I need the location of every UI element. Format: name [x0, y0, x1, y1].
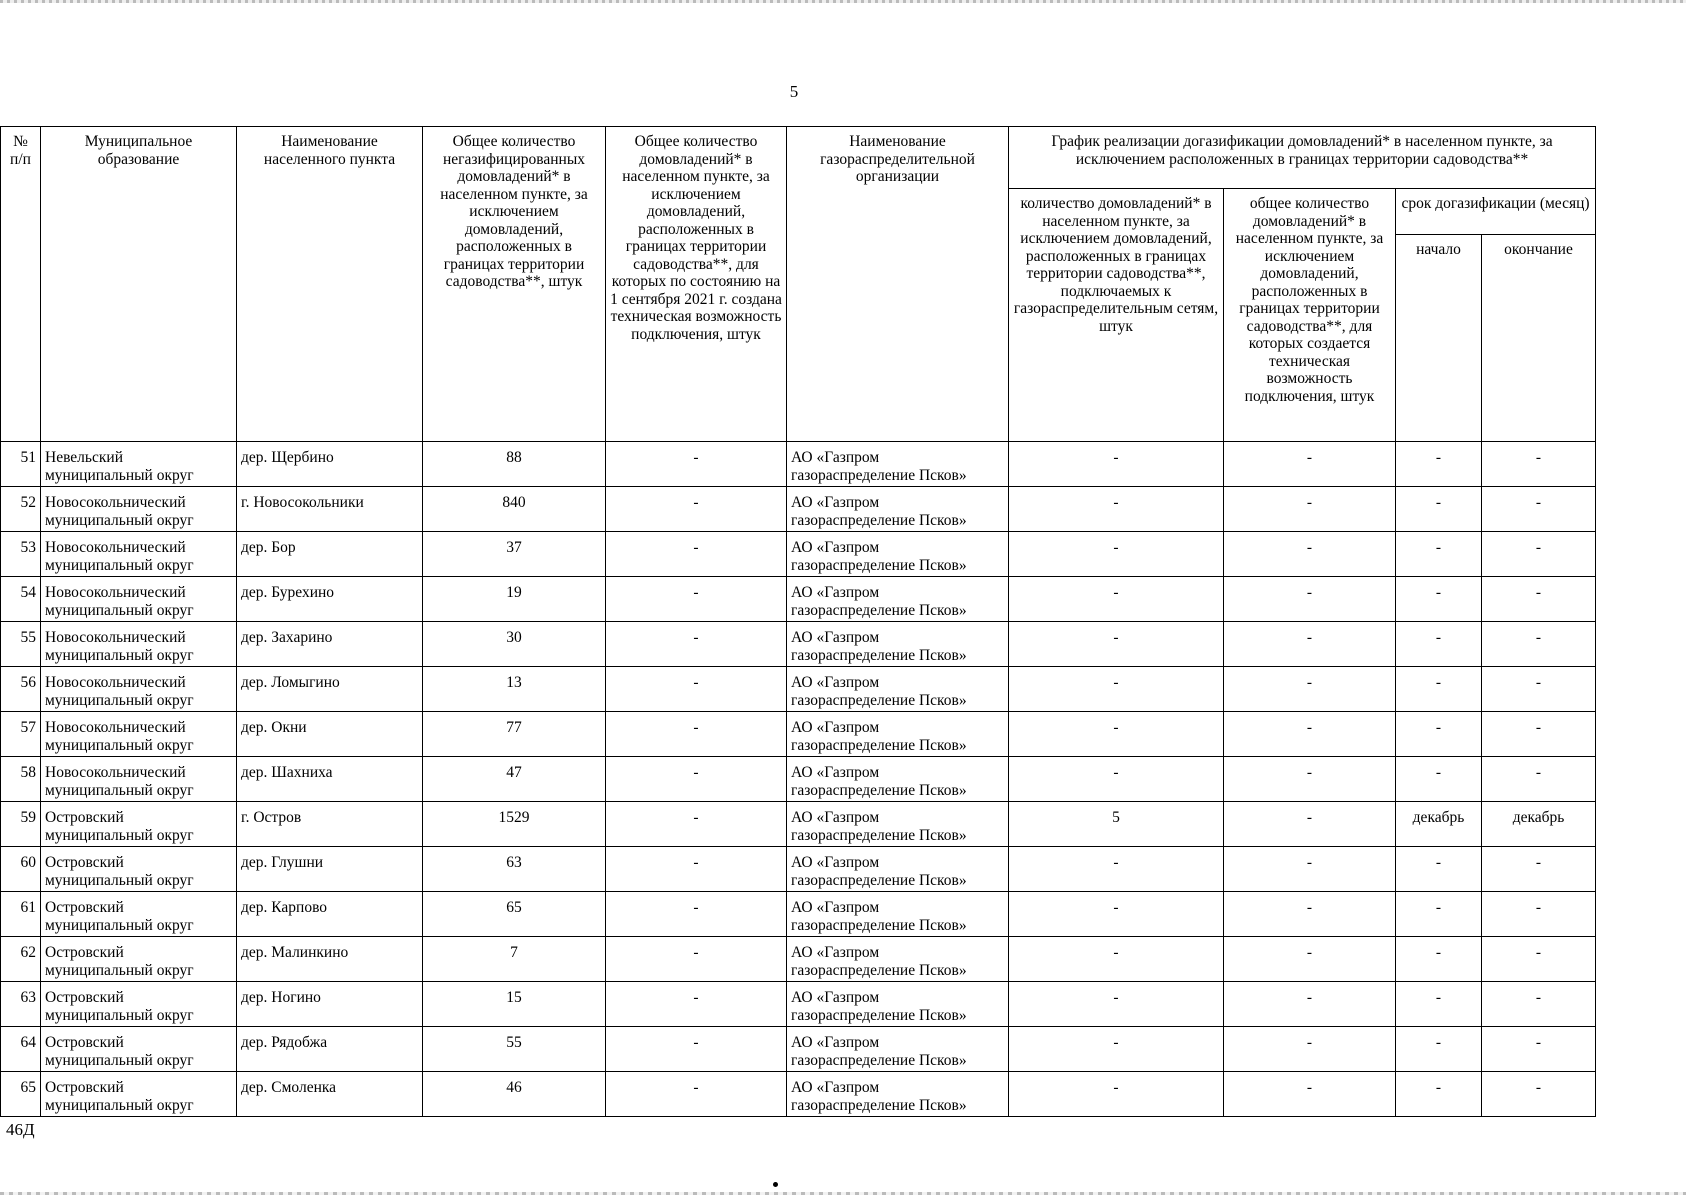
cell-sched-connected: - — [1009, 487, 1224, 532]
cell-end: - — [1482, 712, 1596, 757]
cell-total-possible: - — [606, 802, 787, 847]
cell-num: 51 — [1, 442, 41, 487]
cell-num: 56 — [1, 667, 41, 712]
cell-end: - — [1482, 1027, 1596, 1072]
cell-total-ungasified: 1529 — [423, 802, 606, 847]
cell-settlement: дер. Захарино — [237, 622, 423, 667]
cell-gas-org: АО «Газпром газораспределение Псков» — [787, 442, 1009, 487]
cell-municipality: Новосокольнический муниципальный округ — [41, 577, 237, 622]
cell-settlement: дер. Бурехино — [237, 577, 423, 622]
cell-total-possible: - — [606, 1027, 787, 1072]
cell-sched-total: - — [1224, 712, 1396, 757]
table-row — [1, 532, 1596, 577]
table-row — [1, 982, 1596, 1027]
cell-municipality: Островский муниципальный округ — [41, 892, 237, 937]
cell-start: - — [1396, 532, 1482, 577]
header-gas-org: Наименование газораспределительной организации — [787, 127, 1009, 442]
cell-gas-org: АО «Газпром газораспределение Псков» — [787, 712, 1009, 757]
table-row — [1, 667, 1596, 712]
cell-num: 63 — [1, 982, 41, 1027]
page-dot — [773, 1182, 778, 1187]
cell-sched-total: - — [1224, 982, 1396, 1027]
cell-start: - — [1396, 667, 1482, 712]
cell-sched-total: - — [1224, 1072, 1396, 1117]
cell-end: - — [1482, 892, 1596, 937]
cell-total-possible: - — [606, 892, 787, 937]
cell-end: - — [1482, 757, 1596, 802]
cell-municipality: Островский муниципальный округ — [41, 982, 237, 1027]
cell-num: 54 — [1, 577, 41, 622]
table-row — [1, 622, 1596, 667]
cell-sched-connected: - — [1009, 442, 1224, 487]
cell-sched-total: - — [1224, 847, 1396, 892]
table-row — [1, 802, 1596, 847]
cell-total-possible: - — [606, 667, 787, 712]
cell-total-possible: - — [606, 982, 787, 1027]
table-row — [1, 1027, 1596, 1072]
cell-total-ungasified: 46 — [423, 1072, 606, 1117]
cell-municipality: Новосокольнический муниципальный округ — [41, 712, 237, 757]
cell-total-possible: - — [606, 622, 787, 667]
cell-sched-connected: - — [1009, 577, 1224, 622]
table-row — [1, 577, 1596, 622]
cell-sched-total: - — [1224, 892, 1396, 937]
cell-settlement: дер. Ногино — [237, 982, 423, 1027]
cell-settlement: дер. Карпово — [237, 892, 423, 937]
cell-sched-total: - — [1224, 757, 1396, 802]
cell-settlement: дер. Ломыгино — [237, 667, 423, 712]
table-row — [1, 442, 1596, 487]
cell-num: 60 — [1, 847, 41, 892]
page-number: 5 — [789, 82, 799, 101]
cell-sched-total: - — [1224, 622, 1396, 667]
cell-num: 55 — [1, 622, 41, 667]
cell-end: - — [1482, 577, 1596, 622]
table-row — [1, 487, 1596, 532]
cell-gas-org: АО «Газпром газораспределение Псков» — [787, 892, 1009, 937]
cell-sched-total: - — [1224, 487, 1396, 532]
cell-municipality: Новосокольнический муниципальный округ — [41, 622, 237, 667]
cell-municipality: Островский муниципальный округ — [41, 802, 237, 847]
cell-end: - — [1482, 847, 1596, 892]
cell-gas-org: АО «Газпром газораспределение Псков» — [787, 802, 1009, 847]
table-row — [1, 757, 1596, 802]
cell-num: 61 — [1, 892, 41, 937]
cell-sched-total: - — [1224, 442, 1396, 487]
cell-municipality: Островский муниципальный округ — [41, 937, 237, 982]
table-body — [1, 442, 1596, 1117]
header-num: № п/п — [1, 127, 41, 442]
cell-gas-org: АО «Газпром газораспределение Псков» — [787, 1072, 1009, 1117]
cell-start: - — [1396, 577, 1482, 622]
cell-settlement: дер. Малинкино — [237, 937, 423, 982]
cell-total-possible: - — [606, 937, 787, 982]
cell-sched-total: - — [1224, 667, 1396, 712]
footer-code: 46Д — [6, 1120, 35, 1139]
cell-municipality: Островский муниципальный округ — [41, 1027, 237, 1072]
cell-gas-org: АО «Газпром газораспределение Псков» — [787, 847, 1009, 892]
cell-start: - — [1396, 487, 1482, 532]
cell-total-ungasified: 30 — [423, 622, 606, 667]
scan-edge-top — [0, 0, 1686, 3]
cell-municipality: Новосокольнический муниципальный округ — [41, 487, 237, 532]
cell-total-possible: - — [606, 757, 787, 802]
cell-gas-org: АО «Газпром газораспределение Псков» — [787, 667, 1009, 712]
cell-end: - — [1482, 982, 1596, 1027]
cell-num: 65 — [1, 1072, 41, 1117]
cell-sched-total: - — [1224, 937, 1396, 982]
cell-total-ungasified: 19 — [423, 577, 606, 622]
cell-sched-connected: - — [1009, 622, 1224, 667]
cell-total-ungasified: 840 — [423, 487, 606, 532]
cell-settlement: дер. Бор — [237, 532, 423, 577]
cell-sched-connected: - — [1009, 712, 1224, 757]
cell-sched-connected: - — [1009, 532, 1224, 577]
cell-start: - — [1396, 937, 1482, 982]
cell-num: 62 — [1, 937, 41, 982]
cell-sched-connected: - — [1009, 847, 1224, 892]
cell-settlement: г. Новосокольники — [237, 487, 423, 532]
cell-municipality: Новосокольнический муниципальный округ — [41, 532, 237, 577]
header-total-ungasified: Общее количество негазифицированных домовладений* в населенном пункте, за исключением домовладений, расположенных в границах территории садоводства**, штук — [423, 127, 606, 442]
cell-total-possible: - — [606, 577, 787, 622]
cell-municipality: Новосокольнический муниципальный округ — [41, 667, 237, 712]
cell-end: декабрь — [1482, 802, 1596, 847]
cell-settlement: дер. Смоленка — [237, 1072, 423, 1117]
cell-start: - — [1396, 847, 1482, 892]
cell-sched-connected: - — [1009, 667, 1224, 712]
cell-total-possible: - — [606, 712, 787, 757]
cell-sched-connected: - — [1009, 982, 1224, 1027]
cell-start: - — [1396, 712, 1482, 757]
cell-settlement: дер. Шахниха — [237, 757, 423, 802]
cell-total-ungasified: 15 — [423, 982, 606, 1027]
cell-gas-org: АО «Газпром газораспределение Псков» — [787, 532, 1009, 577]
table-row — [1, 712, 1596, 757]
table-row — [1, 1072, 1596, 1117]
cell-total-possible: - — [606, 532, 787, 577]
header-sched-term: срок догазификации (месяц) — [1396, 189, 1596, 235]
cell-total-possible: - — [606, 1072, 787, 1117]
cell-sched-connected: - — [1009, 892, 1224, 937]
cell-settlement: дер. Щербино — [237, 442, 423, 487]
cell-gas-org: АО «Газпром газораспределение Псков» — [787, 757, 1009, 802]
cell-total-ungasified: 55 — [423, 1027, 606, 1072]
cell-start: - — [1396, 982, 1482, 1027]
header-schedule: График реализации догазификации домовладений* в населенном пункте, за исключением расположенных в границах территории садоводства** — [1009, 127, 1596, 189]
cell-total-ungasified: 63 — [423, 847, 606, 892]
cell-sched-connected: - — [1009, 1072, 1224, 1117]
cell-sched-connected: 5 — [1009, 802, 1224, 847]
cell-gas-org: АО «Газпром газораспределение Псков» — [787, 622, 1009, 667]
cell-num: 53 — [1, 532, 41, 577]
cell-sched-total: - — [1224, 1027, 1396, 1072]
cell-total-possible: - — [606, 847, 787, 892]
cell-total-ungasified: 47 — [423, 757, 606, 802]
cell-start: - — [1396, 757, 1482, 802]
header-settlement: Наименование населенного пункта — [237, 127, 423, 442]
cell-num: 64 — [1, 1027, 41, 1072]
cell-settlement: дер. Глушни — [237, 847, 423, 892]
cell-end: - — [1482, 667, 1596, 712]
cell-start: - — [1396, 1072, 1482, 1117]
cell-settlement: г. Остров — [237, 802, 423, 847]
cell-end: - — [1482, 487, 1596, 532]
cell-end: - — [1482, 937, 1596, 982]
cell-end: - — [1482, 532, 1596, 577]
cell-end: - — [1482, 622, 1596, 667]
cell-sched-total: - — [1224, 802, 1396, 847]
cell-num: 58 — [1, 757, 41, 802]
cell-end: - — [1482, 1072, 1596, 1117]
cell-sched-total: - — [1224, 532, 1396, 577]
cell-total-ungasified: 37 — [423, 532, 606, 577]
cell-gas-org: АО «Газпром газораспределение Псков» — [787, 577, 1009, 622]
cell-total-ungasified: 77 — [423, 712, 606, 757]
cell-start: декабрь — [1396, 802, 1482, 847]
cell-total-ungasified: 88 — [423, 442, 606, 487]
cell-municipality: Новосокольнический муниципальный округ — [41, 757, 237, 802]
cell-settlement: дер. Рядобжа — [237, 1027, 423, 1072]
scan-edge-bottom — [0, 1192, 1686, 1195]
cell-start: - — [1396, 892, 1482, 937]
cell-total-possible: - — [606, 487, 787, 532]
cell-total-ungasified: 65 — [423, 892, 606, 937]
cell-settlement: дер. Окни — [237, 712, 423, 757]
cell-gas-org: АО «Газпром газораспределение Псков» — [787, 982, 1009, 1027]
header-sched-connected: количество домовладений* в населенном пункте, за исключением домовладений, расположенных в границах территории садоводства**, подключаемых к газораспределительным сетям, штук — [1009, 189, 1224, 442]
cell-start: - — [1396, 442, 1482, 487]
cell-sched-connected: - — [1009, 937, 1224, 982]
cell-sched-connected: - — [1009, 1027, 1224, 1072]
header-sched-total: общее количество домовладений* в населенном пункте, за исключением домовладений, расположенных в границах территории садоводства**, для которых создается техническая возможность подключения, штук — [1224, 189, 1396, 442]
cell-start: - — [1396, 622, 1482, 667]
table-row — [1, 847, 1596, 892]
header-municipality: Муниципальное образование — [41, 127, 237, 442]
cell-gas-org: АО «Газпром газораспределение Псков» — [787, 937, 1009, 982]
cell-num: 57 — [1, 712, 41, 757]
cell-gas-org: АО «Газпром газораспределение Псков» — [787, 487, 1009, 532]
cell-total-possible: - — [606, 442, 787, 487]
header-total-possible: Общее количество домовладений* в населенном пункте, за исключением домовладений, расположенных в границах территории садоводства**, для которых по состоянию на 1 сентября 2021 г. создана техническая возможность подключения, штук — [606, 127, 787, 442]
table-row — [1, 937, 1596, 982]
header-start: начало — [1396, 235, 1482, 442]
cell-gas-org: АО «Газпром газораспределение Псков» — [787, 1027, 1009, 1072]
cell-start: - — [1396, 1027, 1482, 1072]
cell-total-ungasified: 7 — [423, 937, 606, 982]
cell-municipality: Островский муниципальный округ — [41, 847, 237, 892]
table-header — [1, 127, 1596, 442]
cell-total-ungasified: 13 — [423, 667, 606, 712]
header-end: окончание — [1482, 235, 1596, 442]
cell-num: 52 — [1, 487, 41, 532]
cell-sched-connected: - — [1009, 757, 1224, 802]
cell-municipality: Островский муниципальный округ — [41, 1072, 237, 1117]
cell-end: - — [1482, 442, 1596, 487]
gasification-table — [0, 126, 1596, 1117]
table-row — [1, 892, 1596, 937]
cell-num: 59 — [1, 802, 41, 847]
cell-sched-total: - — [1224, 577, 1396, 622]
cell-municipality: Невельский муниципальный округ — [41, 442, 237, 487]
